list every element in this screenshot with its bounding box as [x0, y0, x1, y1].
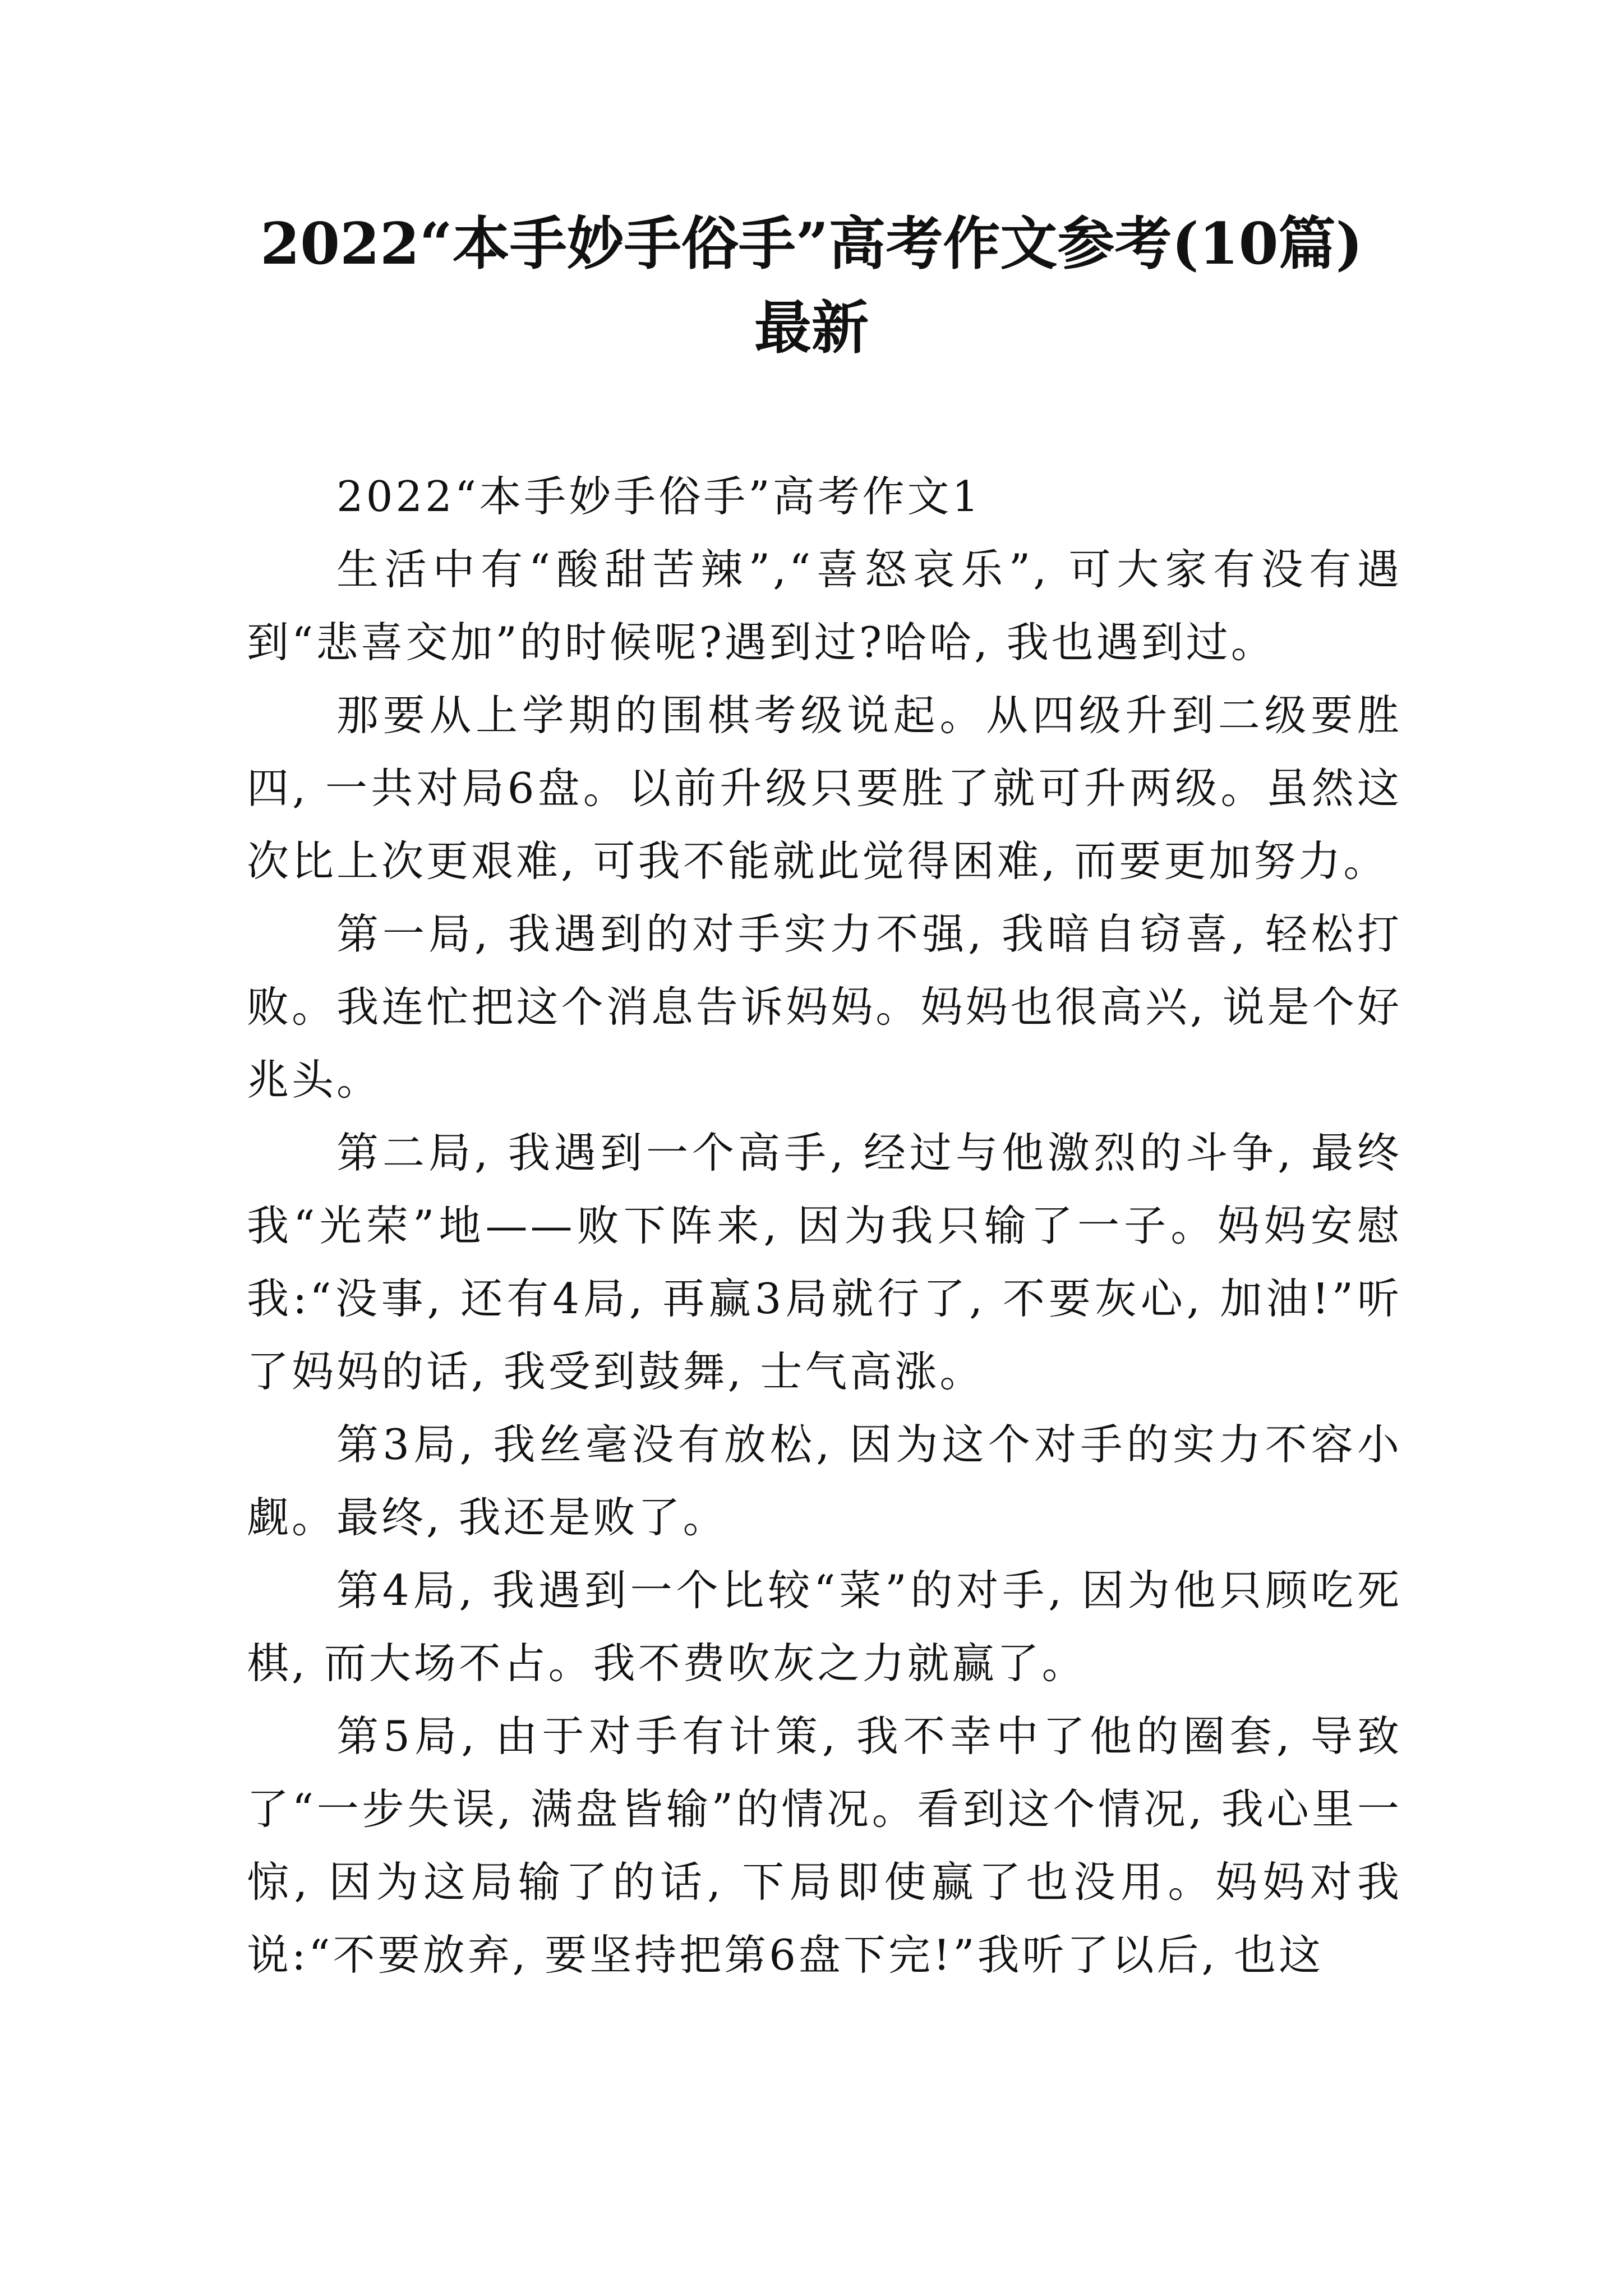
paragraph: 第5局, 由于对手有计策, 我不幸中了他的圈套, 导致了“一步失误, 满盘皆输”的情况。看到这个情况, 我心里一惊, 因为这局输了的话, 下局即使赢了也没用。妈妈对我说:“不要放弃, 要坚持把第6盘下完!”我听了以后, 也这	[247, 1711, 1402, 1980]
paragraph: 那要从上学期的围棋考级说起。从四级升到二级要胜四, 一共对局6盘。以前升级只要胜了就可升两级。虽然这次比上次更艰难, 可我不能就此觉得困难, 而要更加努力。	[247, 691, 1402, 886]
document-title-continued: 最新	[754, 295, 869, 362]
paragraph: 第4局, 我遇到一个比较“菜”的对手, 因为他只顾吃死棋, 而大场不占。我不费吹灰之力就赢了。	[247, 1566, 1402, 1688]
document-body	[247, 460, 1402, 1991]
document-title: 2022“本手妙手俗手”高考作文参考(10篇)	[260, 210, 1363, 278]
paragraph: 第一局, 我遇到的对手实力不强, 我暗自窃喜, 轻松打败。我连忙把这个消息告诉妈妈。妈妈也很高兴, 说是个好兆头。	[247, 909, 1402, 1105]
section-heading: 2022“本手妙手俗手”高考作文1	[336, 472, 982, 521]
paragraph: 第二局, 我遇到一个高手, 经过与他激烈的斗争, 最终我“光荣”地——败下阵来, 因为我只输了一子。妈妈安慰我:“没事, 还有4局, 再赢3局就行了, 不要灰心, 加油!”听了妈妈的话, 我受到鼓舞, 士气高涨。	[247, 1128, 1402, 1396]
paragraph: 第3局, 我丝毫没有放松, 因为这个对手的实力不容小觑。最终, 我还是败了。	[247, 1420, 1402, 1542]
paragraph: 生活中有“酸甜苦辣”,“喜怒哀乐”, 可大家有没有遇到“悲喜交加”的时候呢?遇到过?哈哈, 我也遇到过。	[247, 545, 1402, 667]
